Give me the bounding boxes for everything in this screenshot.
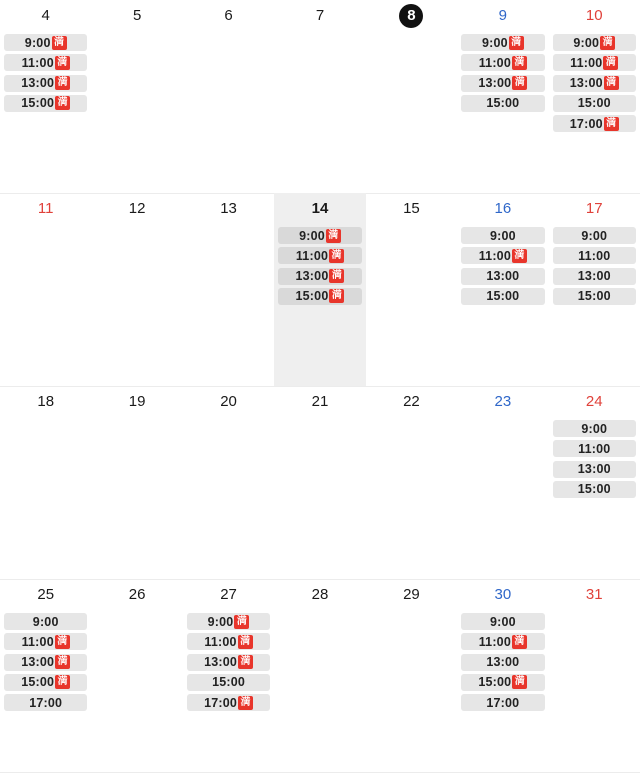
day-cell-6[interactable]	[183, 0, 274, 193]
time-slot-button[interactable]	[278, 247, 361, 264]
day-number: 14	[311, 200, 329, 217]
fully-booked-badge: 満	[329, 269, 344, 283]
time-slot-button[interactable]	[4, 633, 87, 650]
time-slot-button[interactable]	[4, 694, 87, 711]
time-slot-label: 15:00	[577, 96, 611, 111]
time-slot-label: 13:00	[21, 655, 55, 670]
time-slot-label: 17:00	[29, 695, 63, 710]
time-slot-label: 9:00	[581, 421, 608, 436]
time-slot-label: 15:00	[486, 96, 520, 111]
day-cell-12[interactable]	[91, 193, 182, 386]
time-slot-label: 13:00	[577, 462, 611, 477]
time-slot-label: 13:00	[295, 269, 329, 284]
time-slot-button[interactable]	[461, 633, 544, 650]
time-slot-button[interactable]	[553, 288, 636, 305]
day-cell-11[interactable]	[0, 193, 91, 386]
day-number: 22	[403, 393, 420, 410]
fully-booked-badge: 満	[509, 36, 524, 50]
time-slot-button[interactable]	[461, 654, 544, 671]
time-slot-button[interactable]	[553, 75, 636, 92]
fully-booked-badge: 満	[238, 635, 253, 649]
fully-booked-badge: 満	[512, 249, 527, 263]
time-slot-label: 9:00	[24, 35, 51, 50]
time-slot-button[interactable]	[553, 247, 636, 264]
time-slot-button[interactable]	[553, 440, 636, 457]
day-cell-20[interactable]	[183, 386, 274, 579]
day-number: 5	[132, 7, 142, 24]
time-slot-button[interactable]	[187, 674, 270, 691]
day-cell-31[interactable]	[549, 579, 640, 772]
time-slot-button[interactable]	[461, 247, 544, 264]
day-cell-26[interactable]	[91, 579, 182, 772]
time-slot-label: 9:00	[207, 614, 234, 629]
time-slot-label: 11:00	[21, 634, 54, 649]
day-number: 17	[585, 200, 603, 217]
day-number: 24	[585, 393, 603, 410]
time-slot-label: 9:00	[489, 228, 516, 243]
fully-booked-badge: 満	[55, 96, 70, 110]
day-number: 12	[128, 200, 146, 217]
time-slot-button[interactable]	[4, 34, 87, 51]
time-slot-label: 9:00	[489, 614, 516, 629]
time-slot-label: 13:00	[569, 76, 603, 91]
time-slot-label: 11:00	[478, 634, 511, 649]
fully-booked-badge: 満	[326, 229, 341, 243]
time-slot-label: 11:00	[570, 55, 603, 70]
day-cell-16[interactable]	[457, 193, 548, 386]
time-slot-button[interactable]	[553, 481, 636, 498]
day-number: 19	[128, 393, 146, 410]
time-slot-button[interactable]	[4, 654, 87, 671]
time-slot-button[interactable]	[553, 54, 636, 71]
day-number: 13	[220, 200, 237, 217]
fully-booked-badge: 満	[238, 655, 253, 669]
fully-booked-badge: 満	[329, 289, 344, 303]
time-slot-button[interactable]	[461, 75, 544, 92]
time-slot-button[interactable]	[461, 268, 544, 285]
day-cell-29[interactable]	[366, 579, 457, 772]
fully-booked-badge: 満	[52, 36, 67, 50]
day-cell-5[interactable]	[91, 0, 182, 193]
time-slot-label: 11:00	[21, 55, 54, 70]
day-cell-13[interactable]	[183, 193, 274, 386]
time-slot-button[interactable]	[461, 613, 544, 630]
time-slot-label: 17:00	[204, 695, 238, 710]
day-number: 29	[403, 586, 420, 603]
time-slot-label: 9:00	[573, 35, 600, 50]
time-slot-button[interactable]	[278, 268, 361, 285]
time-slot-button[interactable]	[187, 694, 270, 711]
fully-booked-badge: 満	[603, 56, 618, 70]
time-slot-button[interactable]	[4, 54, 87, 71]
time-slot-label: 17:00	[569, 116, 603, 131]
time-slot-label: 13:00	[577, 269, 611, 284]
time-slot-label: 15:00	[295, 289, 329, 304]
fully-booked-badge: 満	[512, 675, 527, 689]
day-cell-4[interactable]	[0, 0, 91, 193]
time-slot-button[interactable]	[553, 34, 636, 51]
day-cell-23[interactable]	[457, 386, 548, 579]
fully-booked-badge: 満	[55, 56, 70, 70]
day-number: 27	[220, 586, 237, 603]
time-slot-label: 15:00	[577, 482, 611, 497]
time-slot-label: 15:00	[577, 289, 611, 304]
time-slot-button[interactable]	[553, 420, 636, 437]
time-slot-button[interactable]	[461, 95, 544, 112]
calendar-week	[0, 386, 640, 580]
time-slot-button[interactable]	[461, 674, 544, 691]
time-slot-label: 11:00	[478, 55, 511, 70]
time-slot-label: 11:00	[204, 634, 237, 649]
day-cell-9[interactable]	[457, 0, 548, 193]
time-slot-button[interactable]	[278, 288, 361, 305]
time-slot-button[interactable]	[461, 34, 544, 51]
time-slot-button[interactable]	[187, 633, 270, 650]
day-number: 11	[37, 200, 54, 217]
fully-booked-badge: 満	[512, 56, 527, 70]
fully-booked-badge: 満	[329, 249, 344, 263]
time-slot-label: 11:00	[578, 248, 611, 263]
day-number: 16	[494, 200, 512, 217]
day-number: 18	[37, 393, 55, 410]
day-cell-27[interactable]	[183, 579, 274, 772]
time-slot-label: 13:00	[486, 269, 520, 284]
day-cell-24[interactable]	[549, 386, 640, 579]
fully-booked-badge: 満	[604, 117, 619, 131]
day-cell-30[interactable]	[457, 579, 548, 772]
day-cell-14[interactable]	[274, 193, 365, 386]
day-number: 4	[41, 7, 50, 24]
time-slot-button[interactable]	[187, 613, 270, 630]
fully-booked-badge: 満	[55, 675, 70, 689]
fully-booked-badge: 満	[55, 655, 70, 669]
time-slot-button[interactable]	[278, 227, 361, 244]
time-slot-label: 9:00	[32, 614, 59, 629]
day-cell-19[interactable]	[91, 386, 182, 579]
day-number: 23	[494, 393, 512, 410]
time-slot-label: 13:00	[486, 655, 520, 670]
day-cell-21[interactable]	[274, 386, 365, 579]
time-slot-button[interactable]	[4, 75, 87, 92]
day-number: 21	[311, 393, 329, 410]
calendar-week	[0, 193, 640, 387]
fully-booked-badge: 満	[604, 76, 619, 90]
time-slot-label: 17:00	[486, 695, 520, 710]
time-slot-button[interactable]	[553, 95, 636, 112]
time-slot-label: 15:00	[21, 96, 55, 111]
day-number: 25	[37, 586, 55, 603]
time-slot-label: 15:00	[212, 675, 246, 690]
time-slot-label: 11:00	[578, 441, 611, 456]
time-slot-label: 9:00	[581, 228, 608, 243]
time-slot-button[interactable]	[461, 694, 544, 711]
day-number: 10	[585, 7, 603, 24]
day-number: 8	[407, 7, 416, 24]
time-slot-label: 9:00	[481, 35, 508, 50]
day-cell-18[interactable]	[0, 386, 91, 579]
day-number: 28	[311, 586, 329, 603]
fully-booked-badge: 満	[512, 76, 527, 90]
day-cell-8[interactable]	[366, 0, 457, 193]
day-number: 30	[494, 586, 512, 603]
time-slot-button[interactable]	[4, 674, 87, 691]
time-slot-button[interactable]	[553, 461, 636, 478]
time-slot-label: 13:00	[21, 76, 55, 91]
fully-booked-badge: 満	[55, 635, 70, 649]
time-slot-button[interactable]	[4, 613, 87, 630]
time-slot-label: 11:00	[478, 248, 511, 263]
fully-booked-badge: 満	[238, 696, 253, 710]
time-slot-button[interactable]	[553, 268, 636, 285]
calendar-week	[0, 0, 640, 194]
time-slot-label: 13:00	[204, 655, 238, 670]
time-slot-button[interactable]	[4, 95, 87, 112]
day-number: 20	[220, 393, 237, 410]
day-number: 9	[498, 7, 508, 24]
day-cell-7[interactable]	[274, 0, 365, 193]
day-cell-17[interactable]	[549, 193, 640, 386]
day-cell-28[interactable]	[274, 579, 365, 772]
day-number: 31	[585, 586, 603, 603]
day-cell-15[interactable]	[366, 193, 457, 386]
fully-booked-badge: 満	[55, 76, 70, 90]
time-slot-button[interactable]	[187, 654, 270, 671]
time-slot-label: 9:00	[299, 228, 325, 243]
time-slot-button[interactable]	[553, 227, 636, 244]
time-slot-button[interactable]	[461, 288, 544, 305]
time-slot-label: 15:00	[486, 289, 520, 304]
day-number: 26	[128, 586, 146, 603]
day-cell-10[interactable]	[549, 0, 640, 193]
calendar-week	[0, 579, 640, 773]
day-cell-25[interactable]	[0, 579, 91, 772]
fully-booked-badge: 満	[600, 36, 615, 50]
fully-booked-badge: 満	[512, 635, 527, 649]
fully-booked-badge: 満	[234, 615, 249, 629]
day-number: 7	[315, 7, 325, 24]
time-slot-button[interactable]	[461, 54, 544, 71]
time-slot-button[interactable]	[461, 227, 544, 244]
day-cell-22[interactable]	[366, 386, 457, 579]
time-slot-label: 15:00	[21, 675, 55, 690]
day-number: 15	[403, 200, 420, 217]
time-slot-label: 11:00	[295, 248, 329, 263]
time-slot-label: 15:00	[478, 675, 512, 690]
time-slot-label: 13:00	[478, 76, 512, 91]
time-slot-button[interactable]	[553, 115, 636, 132]
day-number: 6	[224, 7, 233, 24]
